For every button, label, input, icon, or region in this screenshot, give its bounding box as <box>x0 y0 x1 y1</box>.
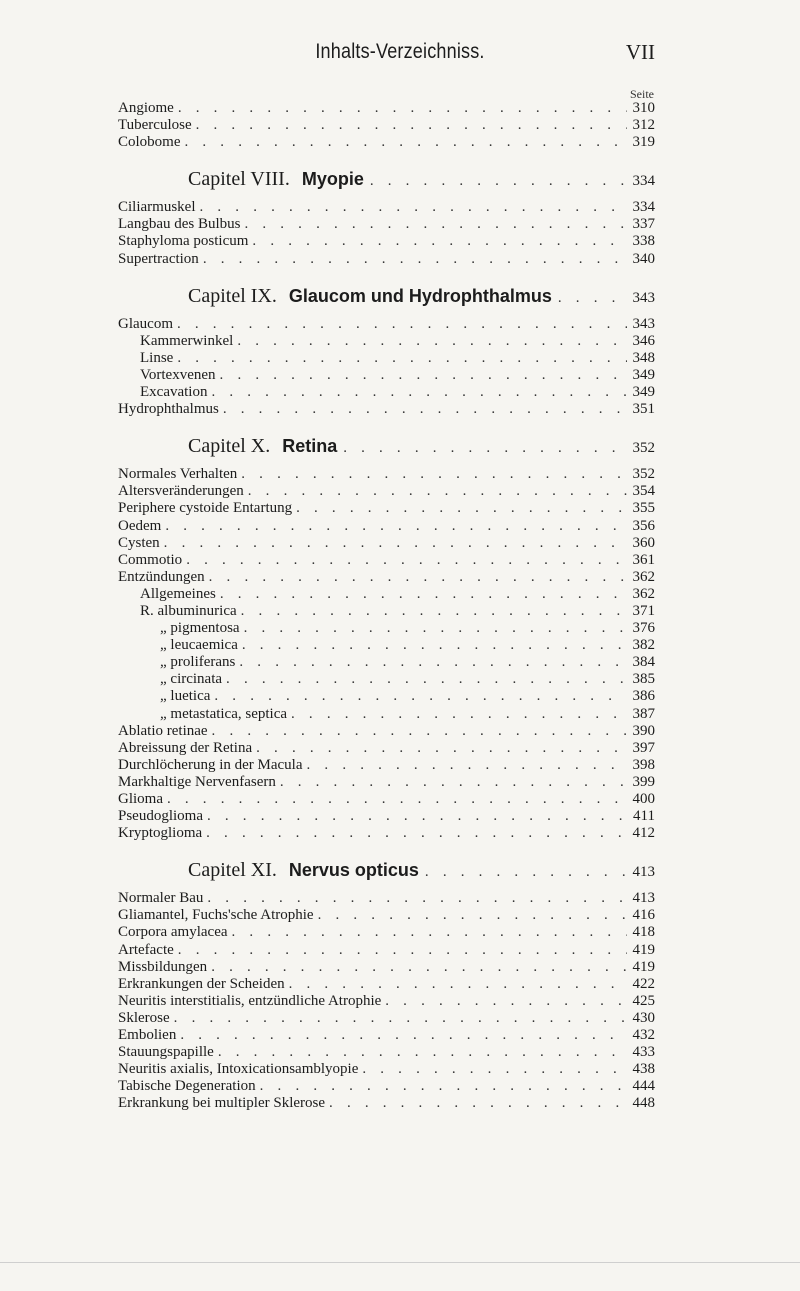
dot-leader <box>177 316 627 333</box>
entry-page: 411 <box>633 808 655 825</box>
dot-leader <box>296 500 627 517</box>
dot-leader <box>223 401 627 418</box>
entry-title: „ circinata <box>160 671 223 688</box>
chapter-page: 343 <box>632 289 655 306</box>
toc-entry <box>118 740 655 757</box>
dot-leader <box>211 384 627 401</box>
toc-entry <box>118 100 655 117</box>
toc-entry <box>118 233 655 250</box>
table-of-contents <box>118 100 655 1113</box>
dot-leader <box>185 134 628 151</box>
entry-page: 382 <box>632 637 655 654</box>
entry-page: 310 <box>632 100 655 116</box>
entry-title: Ablatio retinae <box>118 722 208 739</box>
chapter-number: Capitel XI. <box>188 860 277 882</box>
entry-title: Stauungspapille <box>118 1044 214 1061</box>
chapter-heading <box>118 286 655 307</box>
dot-leader <box>256 740 627 757</box>
entry-title: Sklerose <box>118 1009 170 1026</box>
entry-title: Glioma <box>118 791 163 807</box>
entry-page: 362 <box>632 568 655 585</box>
toc-entry <box>118 942 655 959</box>
toc-entry <box>118 654 655 671</box>
dot-leader <box>232 924 627 941</box>
toc-entry <box>118 993 655 1010</box>
entry-page: 356 <box>632 517 655 534</box>
entry-page: 361 <box>632 551 655 568</box>
running-title: Inhalts-Verzeichniss. <box>315 40 485 63</box>
toc-entry <box>118 316 655 333</box>
entry-title: Linse <box>140 349 174 366</box>
toc-entry <box>118 1078 655 1095</box>
entry-page: 412 <box>632 825 655 842</box>
page-number: VII <box>625 40 655 64</box>
dot-leader <box>242 637 627 654</box>
toc-entry <box>118 1044 655 1061</box>
chapter-number: Capitel IX. <box>188 285 277 307</box>
entry-title: Kammerwinkel <box>140 332 234 349</box>
entry-title: Excavation <box>140 384 208 401</box>
entry-title: Langbau des Bulbus <box>118 216 241 233</box>
entry-title: R. albuminurica <box>140 602 237 619</box>
toc-entry <box>118 251 655 268</box>
toc-entry <box>118 466 655 483</box>
entry-title: Cysten <box>118 534 160 551</box>
toc-entry <box>118 569 655 586</box>
toc-entry <box>118 637 655 654</box>
entry-page: 430 <box>632 1009 655 1026</box>
entry-title: Neuritis axialis, Intoxicationsamblyopie <box>118 1061 359 1078</box>
dot-leader <box>178 100 627 117</box>
entry-title: Kryptoglioma <box>118 825 203 842</box>
chapter-title: Glaucom und Hydrophthalmus <box>288 285 552 306</box>
entry-page: 385 <box>632 671 655 688</box>
dot-leader <box>318 907 627 924</box>
chapter-page: 334 <box>632 173 655 190</box>
entry-title: Allgemeines <box>140 585 216 602</box>
dot-leader <box>218 1044 627 1061</box>
toc-entry <box>118 959 655 976</box>
toc-entry <box>118 723 655 740</box>
entry-title: Staphyloma posticum <box>118 233 249 250</box>
dot-leader <box>186 552 627 569</box>
chapter-page: 352 <box>632 440 655 457</box>
entry-page: 362 <box>632 585 655 602</box>
dot-leader <box>220 586 627 603</box>
entry-title: Gliamantel, Fuchs'sche Atrophie <box>118 907 314 924</box>
dot-leader <box>362 1061 627 1078</box>
entry-page: 413 <box>632 890 655 907</box>
entry-title: Corpora amylacea <box>118 924 228 941</box>
dot-leader <box>212 723 627 740</box>
dot-leader <box>211 959 627 976</box>
dot-leader <box>241 466 627 483</box>
entry-page: 349 <box>632 384 655 401</box>
dot-leader <box>200 199 628 216</box>
toc-entry <box>118 774 655 791</box>
dot-leader <box>329 1095 627 1112</box>
entry-page: 398 <box>632 756 655 773</box>
chapter-title: Retina <box>282 436 338 457</box>
entry-page: 312 <box>632 117 655 134</box>
toc-entry <box>118 216 655 233</box>
dot-leader <box>178 942 627 959</box>
entry-title: „ luetica <box>160 688 211 705</box>
toc-entry <box>118 603 655 620</box>
entry-title: Missbildungen <box>118 958 208 975</box>
entry-page: 340 <box>632 250 655 267</box>
entry-page: 397 <box>632 739 655 756</box>
dot-leader <box>558 288 629 307</box>
toc-entry <box>118 134 655 151</box>
dot-leader <box>174 1010 627 1027</box>
toc-entry <box>118 117 655 134</box>
chapter-number: Capitel X. <box>188 436 271 458</box>
toc-entry <box>118 791 655 808</box>
toc-entry <box>118 825 655 842</box>
toc-entry <box>118 924 655 941</box>
entry-page: 448 <box>632 1095 655 1112</box>
chapter-heading <box>118 169 655 190</box>
toc-entry <box>118 1027 655 1044</box>
toc-entry <box>118 518 655 535</box>
dot-leader <box>226 671 627 688</box>
chapter-title: Myopie <box>301 169 364 190</box>
entry-page: 334 <box>632 199 655 216</box>
entry-page: 418 <box>632 924 655 941</box>
entry-page: 387 <box>632 705 655 722</box>
dot-leader <box>260 1078 627 1095</box>
entry-title: Markhaltige Nervenfasern <box>118 773 276 790</box>
entry-page: 386 <box>632 688 655 705</box>
entry-title: Embolien <box>118 1027 177 1044</box>
entry-page: 355 <box>632 500 655 517</box>
dot-leader <box>177 350 627 367</box>
dot-leader <box>237 333 627 350</box>
entry-page: 348 <box>632 349 655 366</box>
toc-entry <box>118 535 655 552</box>
toc-entry <box>118 671 655 688</box>
dot-leader <box>307 757 627 774</box>
toc-entry <box>118 757 655 774</box>
toc-entry <box>118 483 655 500</box>
dot-leader <box>291 706 627 723</box>
dot-leader <box>165 518 627 535</box>
toc-entry <box>118 586 655 603</box>
toc-entry <box>118 552 655 569</box>
dot-leader <box>196 117 627 134</box>
dot-leader <box>241 603 627 620</box>
entry-page: 433 <box>632 1044 655 1061</box>
dot-leader <box>244 620 627 637</box>
dot-leader <box>214 688 627 705</box>
dot-leader <box>239 654 627 671</box>
dot-leader <box>244 216 627 233</box>
dot-leader <box>164 535 627 552</box>
entry-title: Erkrankung bei multipler Sklerose <box>118 1095 326 1112</box>
entry-title: Erkrankungen der Scheiden <box>118 975 285 992</box>
entry-page: 425 <box>632 992 655 1009</box>
toc-entry <box>118 620 655 637</box>
toc-entry <box>118 384 655 401</box>
entry-title: Glaucom <box>118 315 173 332</box>
entry-title: „ leucaemica <box>160 637 238 654</box>
entry-title: Artefacte <box>118 941 174 958</box>
entry-page: 360 <box>632 534 655 551</box>
entry-page: 438 <box>632 1061 655 1078</box>
toc-entry <box>118 500 655 517</box>
toc-entry <box>118 706 655 723</box>
entry-page: 337 <box>632 216 655 233</box>
entry-page: 338 <box>632 233 655 250</box>
entry-page: 319 <box>632 134 655 151</box>
dot-leader <box>343 438 628 457</box>
dot-leader <box>203 251 627 268</box>
entry-page: 432 <box>632 1027 655 1044</box>
entry-title: Abreissung der Retina <box>118 739 253 756</box>
entry-page: 354 <box>632 483 655 500</box>
entry-page: 422 <box>632 975 655 992</box>
entry-title: Pseudoglioma <box>118 808 203 825</box>
toc-entry <box>118 688 655 705</box>
toc-entry <box>118 907 655 924</box>
entry-page: 400 <box>632 791 655 807</box>
entry-title: Durchlöcherung in der Macula <box>118 756 303 773</box>
seite-column-label: Seite <box>630 87 654 101</box>
entry-title: Normales Verhalten <box>118 466 238 483</box>
entry-page: 399 <box>632 773 655 790</box>
page-header <box>0 40 800 70</box>
dot-leader <box>385 993 627 1010</box>
entry-page: 419 <box>632 941 655 958</box>
dot-leader <box>425 862 629 881</box>
entry-page: 376 <box>632 620 655 637</box>
dot-leader <box>207 890 627 907</box>
entry-page: 390 <box>632 722 655 739</box>
entry-title: Ciliarmuskel <box>118 199 196 216</box>
dot-leader <box>209 569 627 586</box>
entry-title: Periphere cystoide Entartung <box>118 500 293 517</box>
toc-entry <box>118 1010 655 1027</box>
entry-page: 351 <box>632 401 655 418</box>
entry-page: 384 <box>632 654 655 671</box>
entry-page: 444 <box>632 1078 655 1095</box>
dot-leader <box>370 171 629 190</box>
toc-entry <box>118 976 655 993</box>
entry-title: Hydrophthalmus <box>118 401 219 418</box>
dot-leader <box>220 367 627 384</box>
toc-entry <box>118 401 655 418</box>
entry-page: 349 <box>632 366 655 383</box>
entry-title: Angiome <box>118 100 174 116</box>
entry-title: Neuritis interstitialis, entzündliche Atrophie <box>118 992 382 1009</box>
page-edge-rule <box>0 1262 800 1263</box>
entry-title: Normaler Bau <box>118 890 204 907</box>
chapter-heading <box>118 436 655 457</box>
dot-leader <box>207 808 627 825</box>
entry-title: Altersveränderungen <box>118 483 244 500</box>
entry-title: Colobome <box>118 134 181 151</box>
toc-entry <box>118 1061 655 1078</box>
entry-title: Tabische Degeneration <box>118 1078 256 1095</box>
entry-title: Commotio <box>118 551 183 568</box>
chapter-number: Capitel VIII. <box>188 169 290 191</box>
dot-leader <box>167 791 627 808</box>
dot-leader <box>280 774 627 791</box>
toc-entry <box>118 350 655 367</box>
entry-page: 352 <box>632 466 655 483</box>
chapter-page: 413 <box>632 864 655 881</box>
toc-entry <box>118 333 655 350</box>
entry-page: 343 <box>632 315 655 332</box>
entry-title: „ metastatica, septica <box>160 705 288 722</box>
entry-title: „ pigmentosa <box>160 620 240 637</box>
entry-title: Tuberculose <box>118 117 192 134</box>
chapter-heading <box>118 860 655 881</box>
entry-page: 346 <box>632 332 655 349</box>
dot-leader <box>248 483 627 500</box>
dot-leader <box>180 1027 627 1044</box>
entry-page: 416 <box>632 907 655 924</box>
dot-leader <box>289 976 627 993</box>
dot-leader <box>252 233 627 250</box>
toc-entry <box>118 890 655 907</box>
entry-title: Entzündungen <box>118 568 205 585</box>
dot-leader <box>206 825 627 842</box>
entry-title: Supertraction <box>118 250 199 267</box>
entry-title: Oedem <box>118 517 162 534</box>
toc-entry <box>118 1095 655 1112</box>
chapter-title: Nervus opticus <box>288 860 419 881</box>
entry-page: 371 <box>632 602 655 619</box>
entry-title: „ proliferans <box>160 654 236 671</box>
toc-entry <box>118 808 655 825</box>
entry-page: 419 <box>632 958 655 975</box>
toc-entry <box>118 367 655 384</box>
entry-title: Vortexvenen <box>140 366 216 383</box>
toc-entry <box>118 199 655 216</box>
